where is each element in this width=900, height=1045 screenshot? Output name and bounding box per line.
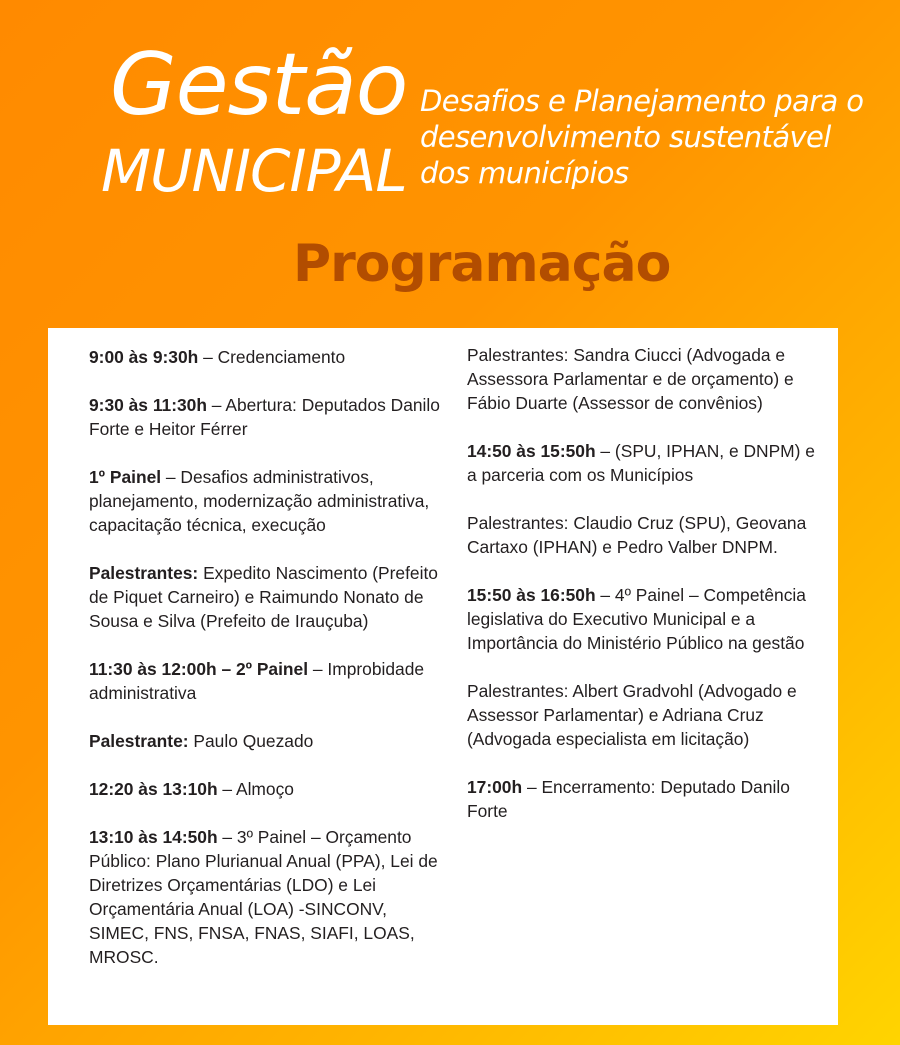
subtitle — [420, 83, 890, 191]
entry-text: Palestrantes: Sandra Ciucci (Advogada e Assessora Parlamentar e de orçamento) e Fábio Duarte (Assessor de convênios) — [467, 345, 794, 413]
entry-lead: 14:50 às 15:50h — [467, 441, 596, 461]
entry-lead: 1º Painel — [89, 467, 162, 487]
entry-text: – Credenciamento — [198, 347, 346, 367]
schedule-column-right — [467, 343, 817, 847]
schedule-entry — [89, 561, 444, 633]
entry-lead: 11:30 às 12:00h – 2º Painel — [89, 659, 309, 679]
schedule-entry — [467, 583, 817, 655]
entry-text: Palestrantes: Claudio Cruz (SPU), Geovana Cartaxo (IPHAN) e Pedro Valber DNPM. — [467, 513, 807, 557]
entry-lead: 17:00h — [467, 777, 523, 797]
entry-lead: 9:30 às 11:30h — [89, 395, 207, 415]
entry-lead: 15:50 às 16:50h — [467, 585, 596, 605]
schedule-entry — [467, 343, 817, 415]
schedule-entry — [89, 393, 444, 441]
entry-text: Paulo Quezado — [188, 731, 314, 751]
schedule-entry — [89, 825, 444, 969]
entry-lead: 13:10 às 14:50h — [89, 827, 218, 847]
entry-lead: 9:00 às 9:30h — [89, 347, 199, 367]
entry-text: Expedito Nascimento (Prefeito de Piquet Carneiro) e Raimundo Nonato de Sousa e Silva (Prefeito de Irauçuba) — [89, 563, 438, 631]
schedule-entry — [89, 657, 444, 705]
entry-text: – Improbidade administrativa — [89, 659, 425, 703]
entry-text: – (SPU, IPHAN, e DNPM) e a parceria com os Municípios — [467, 441, 815, 485]
entry-text: – 3º Painel – Orçamento Público: Plano Plurianual Anual (PPA), Lei de Diretrizes Orçamentárias (LDO) e Lei Orçamentária Anual (LOA) -SINCONV, SIMEC, FNS, FNSA, FNAS, SIAFI, LOAS, MROSC. — [89, 827, 438, 967]
subtitle-line: desenvolvimento sustentável — [420, 120, 831, 154]
title-gestao: Gestão — [110, 35, 408, 135]
entry-lead: Palestrante: — [89, 731, 189, 751]
schedule-column-left — [89, 345, 444, 993]
entry-text: Palestrantes: Albert Gradvohl (Advogado e Assessor Parlamentar) e Adriana Cruz (Advogada especialista em licitação) — [467, 681, 797, 749]
entry-text: – 4º Painel – Competência legislativa do Executivo Municipal e a Importância do Ministério Público na gestão — [467, 585, 806, 653]
schedule-entry — [89, 345, 444, 369]
subtitle-line: dos municípios — [420, 156, 629, 190]
schedule-entry — [89, 729, 444, 753]
section-title: Programação — [293, 234, 671, 294]
entry-text: – Desafios administrativos, planejamento, modernização administrativa, capacitação técnica, execução — [89, 467, 430, 535]
entry-lead: Palestrantes: — [89, 563, 199, 583]
schedule-entry — [467, 775, 817, 823]
subtitle-line: Desafios e Planejamento para o — [420, 84, 864, 118]
entry-text: – Almoço — [217, 779, 294, 799]
entry-lead: 12:20 às 13:10h — [89, 779, 218, 799]
entry-text: – Abertura: Deputados Danilo Forte e Heitor Férrer — [89, 395, 440, 439]
schedule-entry — [467, 679, 817, 751]
title-municipal: MUNICIPAL — [101, 137, 407, 205]
schedule-card — [48, 328, 838, 1025]
schedule-entry — [89, 465, 444, 537]
entry-text: – Encerramento: Deputado Danilo Forte — [467, 777, 790, 821]
schedule-entry — [467, 511, 817, 559]
schedule-entry — [467, 439, 817, 487]
schedule-entry — [89, 777, 444, 801]
